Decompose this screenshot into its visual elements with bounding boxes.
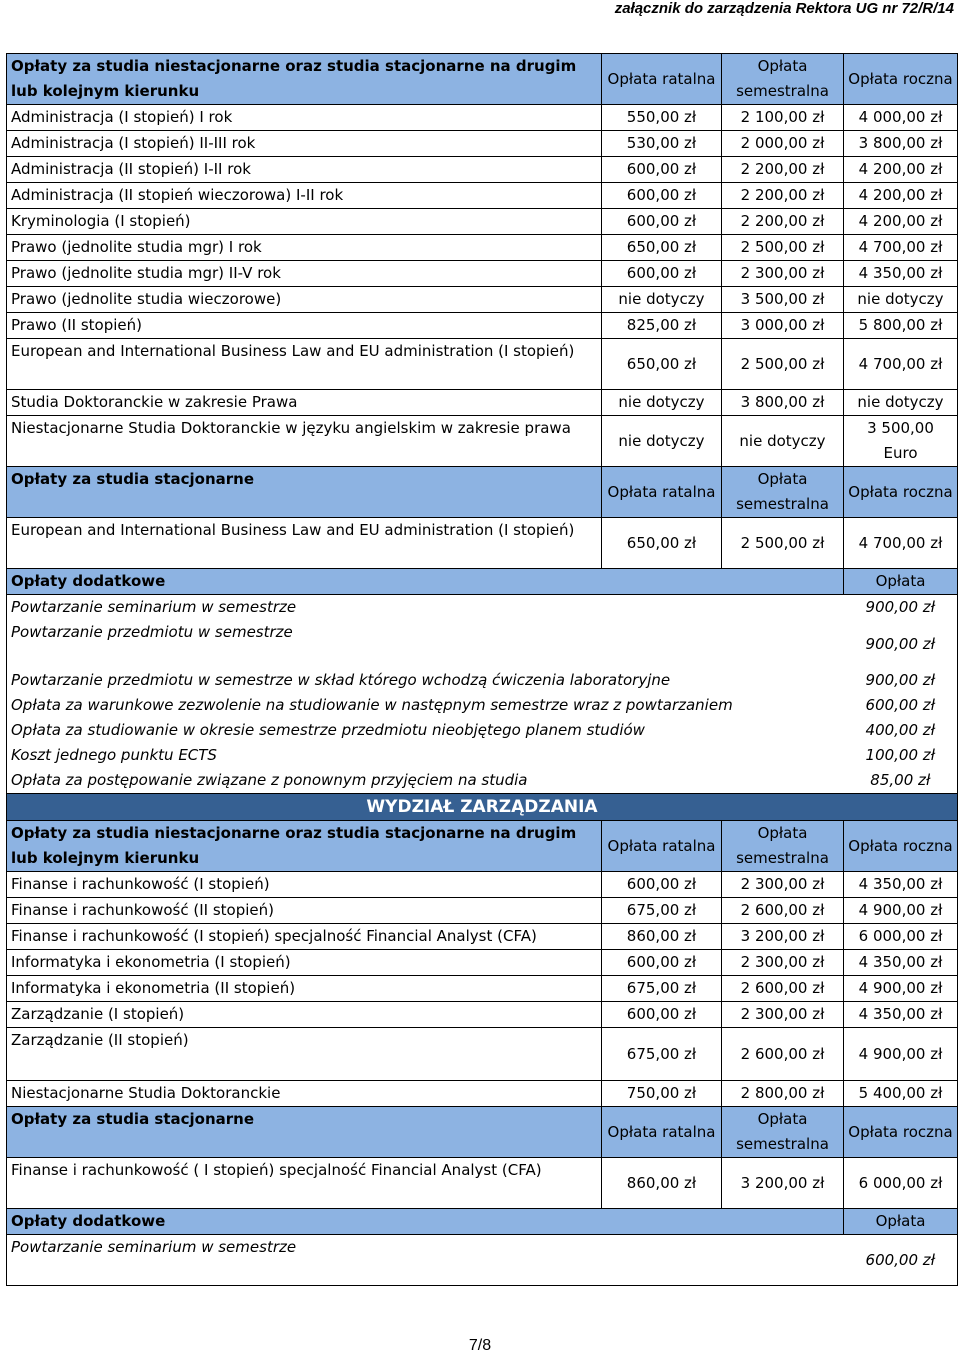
annual-fee: 6 000,00 zł xyxy=(844,924,958,950)
semester-fee: 3 000,00 zł xyxy=(722,313,844,339)
program-name: Studia Doktoranckie w zakresie Prawa xyxy=(7,390,602,416)
fee-row xyxy=(7,261,958,287)
column-header-installment: Opłata ratalna xyxy=(602,821,722,872)
annual-fee: 4 350,00 zł xyxy=(844,1002,958,1028)
column-header-installment: Opłata ratalna xyxy=(602,467,722,518)
extra-fees-header-row xyxy=(7,569,958,595)
fee-row xyxy=(7,1028,958,1081)
installment-fee: 600,00 zł xyxy=(602,950,722,976)
column-header-annual: Opłata roczna xyxy=(844,1107,958,1158)
fee-row xyxy=(7,313,958,339)
extra-fee-value: 400,00 zł xyxy=(844,718,958,743)
fee-row xyxy=(7,131,958,157)
column-header-program: Opłaty za studia niestacjonarne oraz studia stacjonarne na drugim lub kolejnym kierunku xyxy=(7,54,602,105)
program-name: Administracja (II stopień) I-II rok xyxy=(7,157,602,183)
program-name: Administracja (II stopień wieczorowa) I-II rok xyxy=(7,183,602,209)
annual-fee: 3 800,00 zł xyxy=(844,131,958,157)
program-name: Prawo (jednolite studia mgr) II-V rok xyxy=(7,261,602,287)
semester-fee: 2 300,00 zł xyxy=(722,950,844,976)
program-name: Finanse i rachunkowość (II stopień) xyxy=(7,898,602,924)
fee-header-row xyxy=(7,467,958,518)
faculty-title: WYDZIAŁ ZARZĄDZANIA xyxy=(7,794,958,821)
installment-fee: 750,00 zł xyxy=(602,1081,722,1107)
semester-fee: 2 200,00 zł xyxy=(722,209,844,235)
program-name: Finanse i rachunkowość (I stopień) xyxy=(7,872,602,898)
program-name: Administracja (I stopień) II-III rok xyxy=(7,131,602,157)
fee-row xyxy=(7,105,958,131)
fee-row xyxy=(7,157,958,183)
installment-fee: 825,00 zł xyxy=(602,313,722,339)
fee-table xyxy=(6,53,958,1286)
extra-fee-name: Powtarzanie przedmiotu w semestrze w skład którego wchodzą ćwiczenia laboratoryjne xyxy=(7,668,844,693)
semester-fee: 2 300,00 zł xyxy=(722,1002,844,1028)
installment-fee: 600,00 zł xyxy=(602,157,722,183)
faculty-section-row xyxy=(7,794,958,821)
fee-row xyxy=(7,924,958,950)
annual-fee: 4 200,00 zł xyxy=(844,183,958,209)
installment-fee: nie dotyczy xyxy=(602,390,722,416)
installment-fee: 600,00 zł xyxy=(602,872,722,898)
column-header-semester: Opłata semestralna xyxy=(722,821,844,872)
installment-fee: nie dotyczy xyxy=(602,287,722,313)
program-name: Kryminologia (I stopień) xyxy=(7,209,602,235)
annual-fee: 4 700,00 zł xyxy=(844,339,958,390)
column-header-semester: Opłata semestralna xyxy=(722,467,844,518)
extra-fee-row xyxy=(7,595,958,621)
semester-fee: 2 200,00 zł xyxy=(722,183,844,209)
program-name: Prawo (jednolite studia wieczorowe) xyxy=(7,287,602,313)
fee-row xyxy=(7,872,958,898)
program-name: Finanse i rachunkowość ( I stopień) specjalność Financial Analyst (CFA) xyxy=(7,1158,602,1209)
semester-fee: 2 300,00 zł xyxy=(722,872,844,898)
fee-row xyxy=(7,1002,958,1028)
semester-fee: 3 200,00 zł xyxy=(722,924,844,950)
annual-fee: 5 800,00 zł xyxy=(844,313,958,339)
fee-row xyxy=(7,1158,958,1209)
installment-fee: 650,00 zł xyxy=(602,518,722,569)
extra-fee-row xyxy=(7,620,958,668)
semester-fee: 2 300,00 zł xyxy=(722,261,844,287)
document-reference-note: załącznik do zarządzenia Rektora UG nr 72/R/14 xyxy=(614,0,954,17)
column-header-fee: Opłata xyxy=(844,569,958,595)
annual-fee: 3 500,00 Euro xyxy=(844,416,958,467)
annual-fee: 4 200,00 zł xyxy=(844,157,958,183)
fee-row xyxy=(7,976,958,1002)
fee-row xyxy=(7,235,958,261)
column-header-annual: Opłata roczna xyxy=(844,467,958,518)
semester-fee: 2 800,00 zł xyxy=(722,1081,844,1107)
column-header-annual: Opłata roczna xyxy=(844,821,958,872)
installment-fee: 600,00 zł xyxy=(602,261,722,287)
fee-row xyxy=(7,898,958,924)
column-header-program: Opłaty za studia stacjonarne xyxy=(7,467,602,518)
fee-row xyxy=(7,209,958,235)
fee-row xyxy=(7,950,958,976)
extra-fee-value: 85,00 zł xyxy=(844,768,958,794)
installment-fee: 860,00 zł xyxy=(602,1158,722,1209)
semester-fee: nie dotyczy xyxy=(722,416,844,467)
annual-fee: 5 400,00 zł xyxy=(844,1081,958,1107)
annual-fee: 4 200,00 zł xyxy=(844,209,958,235)
semester-fee: 2 100,00 zł xyxy=(722,105,844,131)
program-name: Prawo (II stopień) xyxy=(7,313,602,339)
annual-fee: 4 350,00 zł xyxy=(844,261,958,287)
extra-fee-row xyxy=(7,743,958,768)
annual-fee: nie dotyczy xyxy=(844,287,958,313)
program-name: Niestacjonarne Studia Doktoranckie w języku angielskim w zakresie prawa xyxy=(7,416,602,467)
semester-fee: 2 500,00 zł xyxy=(722,518,844,569)
installment-fee: 530,00 zł xyxy=(602,131,722,157)
extra-fees-header: Opłaty dodatkowe xyxy=(7,1209,844,1235)
installment-fee: 675,00 zł xyxy=(602,1028,722,1081)
fee-row xyxy=(7,339,958,390)
page-number: 7/8 xyxy=(468,1337,492,1354)
program-name: Informatyka i ekonometria (I stopień) xyxy=(7,950,602,976)
program-name: Zarządzanie (II stopień) xyxy=(7,1028,602,1081)
semester-fee: 2 600,00 zł xyxy=(722,976,844,1002)
annual-fee: 4 350,00 zł xyxy=(844,872,958,898)
column-header-installment: Opłata ratalna xyxy=(602,1107,722,1158)
annual-fee: 4 900,00 zł xyxy=(844,976,958,1002)
extra-fees-header: Opłaty dodatkowe xyxy=(7,569,844,595)
installment-fee: 600,00 zł xyxy=(602,183,722,209)
fee-row xyxy=(7,518,958,569)
fee-row xyxy=(7,183,958,209)
extra-fee-name: Opłata za warunkowe zezwolenie na studiowanie w następnym semestrze wraz z powtarzaniem xyxy=(7,693,844,718)
program-name: Administracja (I stopień) I rok xyxy=(7,105,602,131)
annual-fee: 4 900,00 zł xyxy=(844,898,958,924)
extra-fees-header-row xyxy=(7,1209,958,1235)
installment-fee: 650,00 zł xyxy=(602,339,722,390)
column-header-semester: Opłata semestralna xyxy=(722,1107,844,1158)
annual-fee: 4 900,00 zł xyxy=(844,1028,958,1081)
extra-fee-value: 600,00 zł xyxy=(844,1235,958,1286)
extra-fee-row xyxy=(7,768,958,794)
column-header-annual: Opłata roczna xyxy=(844,54,958,105)
fee-header-row xyxy=(7,821,958,872)
program-name: Finanse i rachunkowość (I stopień) specjalność Financial Analyst (CFA) xyxy=(7,924,602,950)
column-header-semester: Opłata semestralna xyxy=(722,54,844,105)
column-header-fee: Opłata xyxy=(844,1209,958,1235)
semester-fee: 2 600,00 zł xyxy=(722,1028,844,1081)
column-header-program: Opłaty za studia stacjonarne xyxy=(7,1107,602,1158)
program-name: Prawo (jednolite studia mgr) I rok xyxy=(7,235,602,261)
program-name: European and International Business Law and EU administration (I stopień) xyxy=(7,339,602,390)
extra-fee-row xyxy=(7,693,958,718)
installment-fee: 650,00 zł xyxy=(602,235,722,261)
extra-fee-value: 900,00 zł xyxy=(844,620,958,668)
fee-header-row xyxy=(7,54,958,105)
installment-fee: 675,00 zł xyxy=(602,898,722,924)
semester-fee: 2 500,00 zł xyxy=(722,235,844,261)
installment-fee: 550,00 zł xyxy=(602,105,722,131)
semester-fee: 2 000,00 zł xyxy=(722,131,844,157)
semester-fee: 3 500,00 zł xyxy=(722,287,844,313)
extra-fee-name: Powtarzanie seminarium w semestrze xyxy=(7,1235,844,1286)
fee-header-row xyxy=(7,1107,958,1158)
installment-fee: nie dotyczy xyxy=(602,416,722,467)
installment-fee: 675,00 zł xyxy=(602,976,722,1002)
extra-fee-name: Powtarzanie seminarium w semestrze xyxy=(7,595,844,621)
annual-fee: 4 350,00 zł xyxy=(844,950,958,976)
semester-fee: 3 200,00 zł xyxy=(722,1158,844,1209)
extra-fee-name: Powtarzanie przedmiotu w semestrze xyxy=(7,620,844,668)
annual-fee: 4 700,00 zł xyxy=(844,235,958,261)
extra-fee-row xyxy=(7,718,958,743)
semester-fee: 2 600,00 zł xyxy=(722,898,844,924)
annual-fee: 6 000,00 zł xyxy=(844,1158,958,1209)
installment-fee: 860,00 zł xyxy=(602,924,722,950)
program-name: European and International Business Law and EU administration (I stopień) xyxy=(7,518,602,569)
program-name: Informatyka i ekonometria (II stopień) xyxy=(7,976,602,1002)
extra-fee-value: 600,00 zł xyxy=(844,693,958,718)
semester-fee: 2 500,00 zł xyxy=(722,339,844,390)
fee-row xyxy=(7,390,958,416)
installment-fee: 600,00 zł xyxy=(602,209,722,235)
program-name: Niestacjonarne Studia Doktoranckie xyxy=(7,1081,602,1107)
installment-fee: 600,00 zł xyxy=(602,1002,722,1028)
column-header-program: Opłaty za studia niestacjonarne oraz studia stacjonarne na drugim lub kolejnym kierunku xyxy=(7,821,602,872)
extra-fee-row xyxy=(7,1235,958,1286)
extra-fee-row xyxy=(7,668,958,693)
extra-fee-name: Opłata za postępowanie związane z ponownym przyjęciem na studia xyxy=(7,768,844,794)
fee-row xyxy=(7,1081,958,1107)
annual-fee: nie dotyczy xyxy=(844,390,958,416)
extra-fee-value: 900,00 zł xyxy=(844,668,958,693)
semester-fee: 3 800,00 zł xyxy=(722,390,844,416)
column-header-installment: Opłata ratalna xyxy=(602,54,722,105)
fee-row xyxy=(7,287,958,313)
annual-fee: 4 700,00 zł xyxy=(844,518,958,569)
program-name: Zarządzanie (I stopień) xyxy=(7,1002,602,1028)
extra-fee-name: Koszt jednego punktu ECTS xyxy=(7,743,844,768)
fee-row xyxy=(7,416,958,467)
extra-fee-name: Opłata za studiowanie w okresie semestrze przedmiotu nieobjętego planem studiów xyxy=(7,718,844,743)
annual-fee: 4 000,00 zł xyxy=(844,105,958,131)
extra-fee-value: 100,00 zł xyxy=(844,743,958,768)
semester-fee: 2 200,00 zł xyxy=(722,157,844,183)
extra-fee-value: 900,00 zł xyxy=(844,595,958,621)
